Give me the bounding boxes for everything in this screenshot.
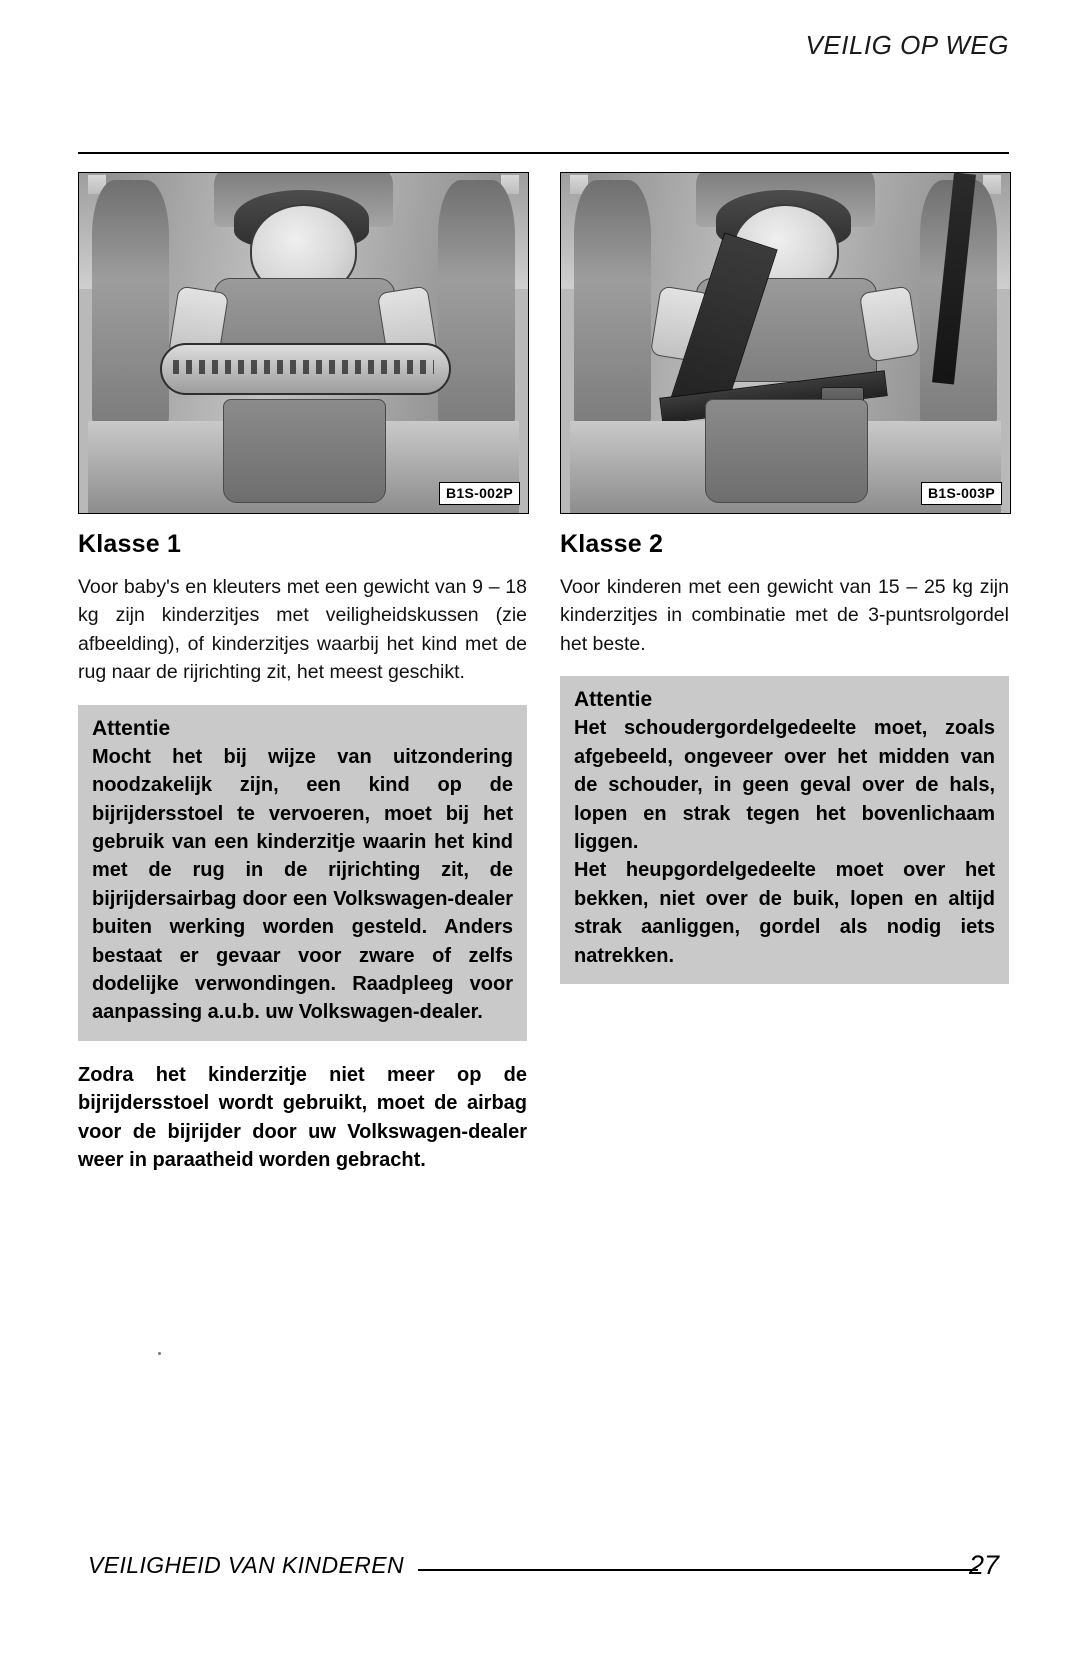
figure-caption-left: B1S-002P xyxy=(439,482,520,505)
attention-box-left xyxy=(78,705,527,1041)
illustration-right xyxy=(561,173,1010,513)
child-legs xyxy=(705,399,869,503)
figure-child-with-three-point-belt xyxy=(560,172,1011,514)
scan-speck xyxy=(158,1352,161,1355)
attention-title-right: Attentie xyxy=(574,688,653,712)
seat-side-wing-right xyxy=(438,180,514,432)
page-header-title: VEILIG OP WEG xyxy=(805,30,1009,60)
footer-divider xyxy=(418,1569,978,1571)
seat-side-wing-left xyxy=(574,180,650,432)
heading-klasse-1: Klasse 1 xyxy=(78,530,182,558)
seat-side-wing-left xyxy=(92,180,168,432)
figure-caption-right: B1S-003P xyxy=(921,482,1002,505)
attention-text-right-2: Het heupgordelgedeelte moet over het bekken, niet over de buik, lopen en altijd strak aanliggen, gordel als nodig iets natrekken. xyxy=(574,859,995,967)
heading-klasse-2: Klasse 2 xyxy=(560,530,664,558)
right-body-paragraph: Voor kinderen met een gewicht van 15 – 25 kg zijn kinderzitjes in combinatie met de 3-puntsrolgordel het beste. xyxy=(560,576,1009,655)
footer-page-number: 27 xyxy=(968,1550,999,1580)
footer-section-title: VEILIGHEID VAN KINDEREN xyxy=(88,1552,404,1578)
figure-child-seat-with-impact-shield xyxy=(78,172,529,514)
child-legs xyxy=(223,399,387,503)
left-closing-paragraph: Zodra het kinderzitje niet meer op de bijrijdersstoel wordt gebruikt, moet de airbag voor de bijrijder door uw Volkswagen-dealer weer in paraatheid worden gebracht. xyxy=(78,1063,527,1171)
illustration-left xyxy=(79,173,528,513)
attention-title-left: Attentie xyxy=(92,716,171,740)
left-body-paragraph: Voor baby's en kleuters met een gewicht van 9 – 18 kg zijn kinderzitjes met veiligheidskussen (zie afbeelding), of kinderzitjes waarbij het kind met de rug naar de rijrichting zit, het meest geschikt. xyxy=(78,576,527,684)
header-divider xyxy=(78,152,1009,154)
left-text-column xyxy=(78,530,527,1174)
right-text-column xyxy=(560,530,1009,984)
attention-text-right-1: Het schoudergordelgedeelte moet, zoals afgebeeld, ongeveer over het midden van de schouder, in geen geval over de hals, lopen en strak tegen het bovenlichaam liggen. xyxy=(574,717,995,853)
figure-row xyxy=(78,172,1009,512)
impact-shield-stitching xyxy=(173,360,433,374)
page-footer xyxy=(78,1552,1009,1582)
attention-text-left: Mocht het bij wijze van uitzondering noodzakelijk zijn, een kind op de bijrijdersstoel te vervoeren, moet bij het gebruik van een kinderzitje waarin het kind met de rug in de rijrichting zit, de bijrijdersairbag door een Volkswagen-dealer buiten werking worden gesteld. Anders bestaat er gevaar voor zware of zelfs dodelijke verwondingen. Raadpleeg voor aanpassing a.u.b. uw Volkswagen-dealer. xyxy=(92,745,513,1024)
attention-box-right xyxy=(560,676,1009,984)
